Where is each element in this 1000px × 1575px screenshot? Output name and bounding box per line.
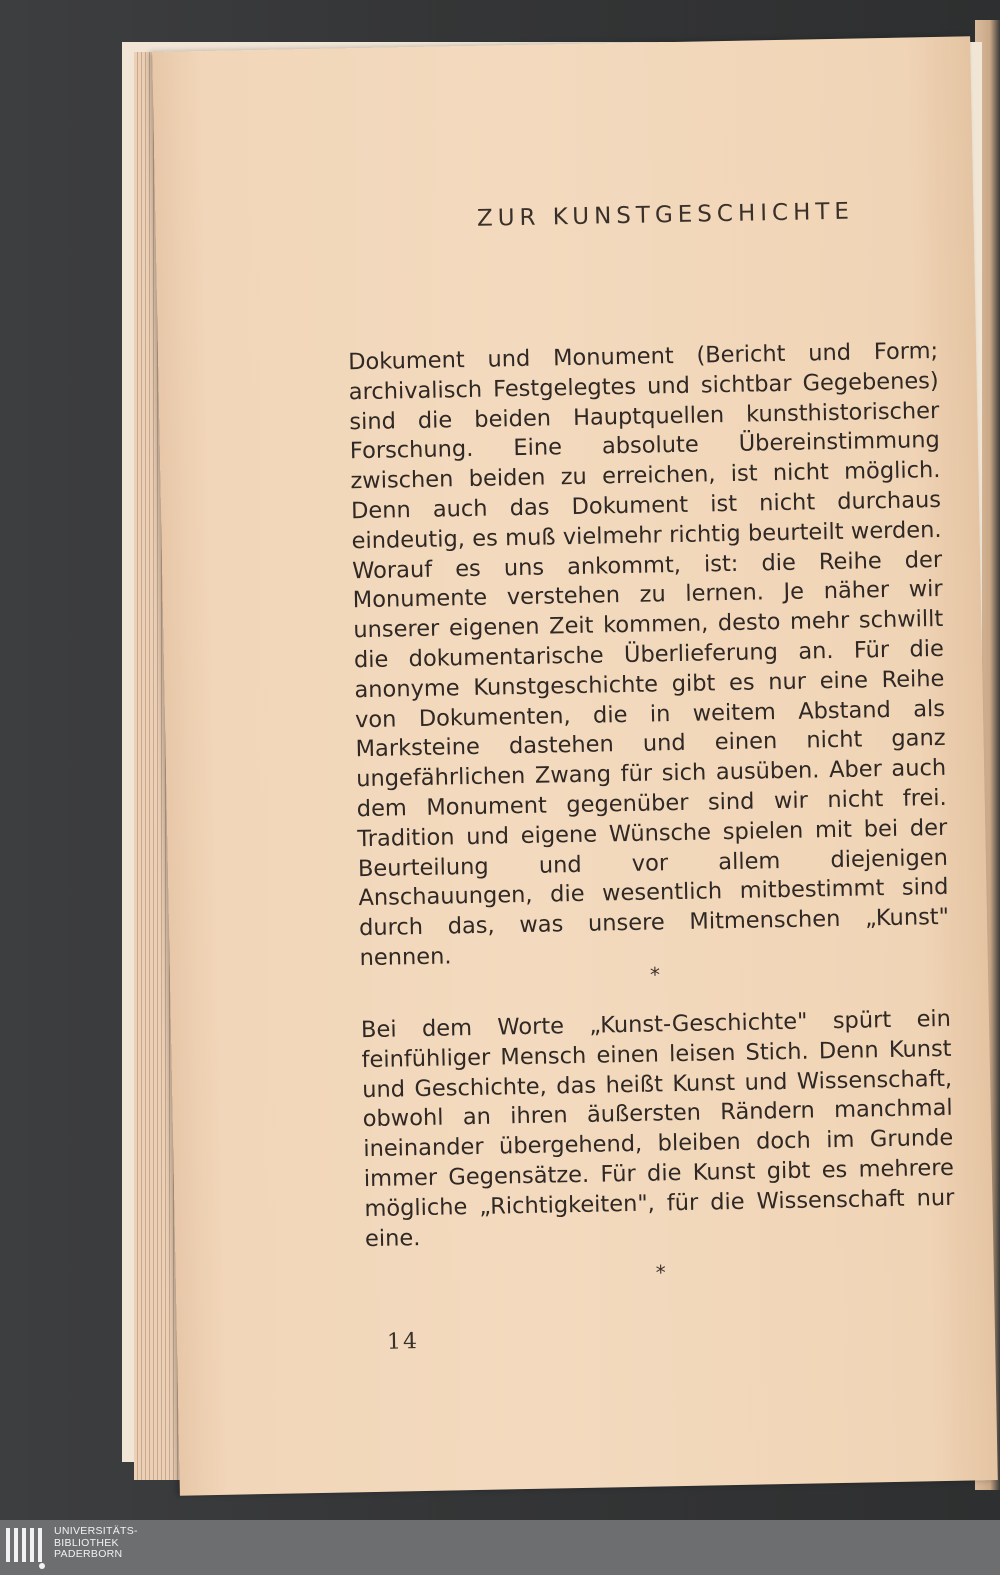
book-page xyxy=(152,36,998,1495)
library-logo-icon xyxy=(4,1524,48,1570)
footer-bar xyxy=(0,1520,1000,1575)
body-paragraph: Dokument und Monument (Bericht und Form; archivalisch Festgelegtes und sichtbar Gegebenes) sind die beiden Hauptquellen kunsthistorischer Forschung. Eine absolute Übereinstimmung zwischen beiden zu erreichen, ist nicht möglich. Denn auch das Dokument ist nicht durchaus eindeutig, es muß vielmehr richtig beurteilt werden. Worauf es uns ankommt, ist: die Reihe der Monumente verstehen zu lernen. Je näher wir unserer eigenen Zeit kommen, desto mehr schwillt die dokumentarische Überlieferung an. Für die anonyme Kunstgeschichte gibt es nur eine Reihe von Dokumenten, die in weitem Abstand als Marksteine dastehen und einen nicht ganz ungefährlichen Zwang für sich ausüben. Aber auch dem Monument gegenüber sind wir nicht frei. Tradition und eigene Wünsche spielen mit bei der Beurteilung und vor allem diejenigen Anschauungen, die wesentlich mitbestimmt sind durch das, was unsere Mitmenschen „Kunst" nennen. xyxy=(347,337,950,972)
library-name-line: BIBLIOTHEK xyxy=(54,1536,119,1549)
library-name-line: PADERBORN xyxy=(54,1548,123,1560)
section-separator: * xyxy=(655,1260,666,1285)
section-separator: * xyxy=(649,962,661,987)
page-number: 14 xyxy=(386,1329,420,1355)
library-name-line: UNIVERSITÄTS- xyxy=(54,1525,138,1537)
body-paragraph: Bei dem Worte „Kunst-Geschichte" spürt ein feinfühliger Mensch einen leisen Stich. Denn Kunst und Geschichte, das heißt Kunst und Wissenschaft, obwohl an ihren äußersten Rändern manchmal ineinander übergehend, bleiben doch im Grunde immer Gegensätze. Für die Kunst gibt es mehrere mögliche „Richtigkeiten", für die Wissenschaft nur eine. xyxy=(360,1005,955,1252)
running-head: ZUR KUNSTGESCHICHTE xyxy=(476,198,855,232)
library-name xyxy=(54,1526,138,1561)
